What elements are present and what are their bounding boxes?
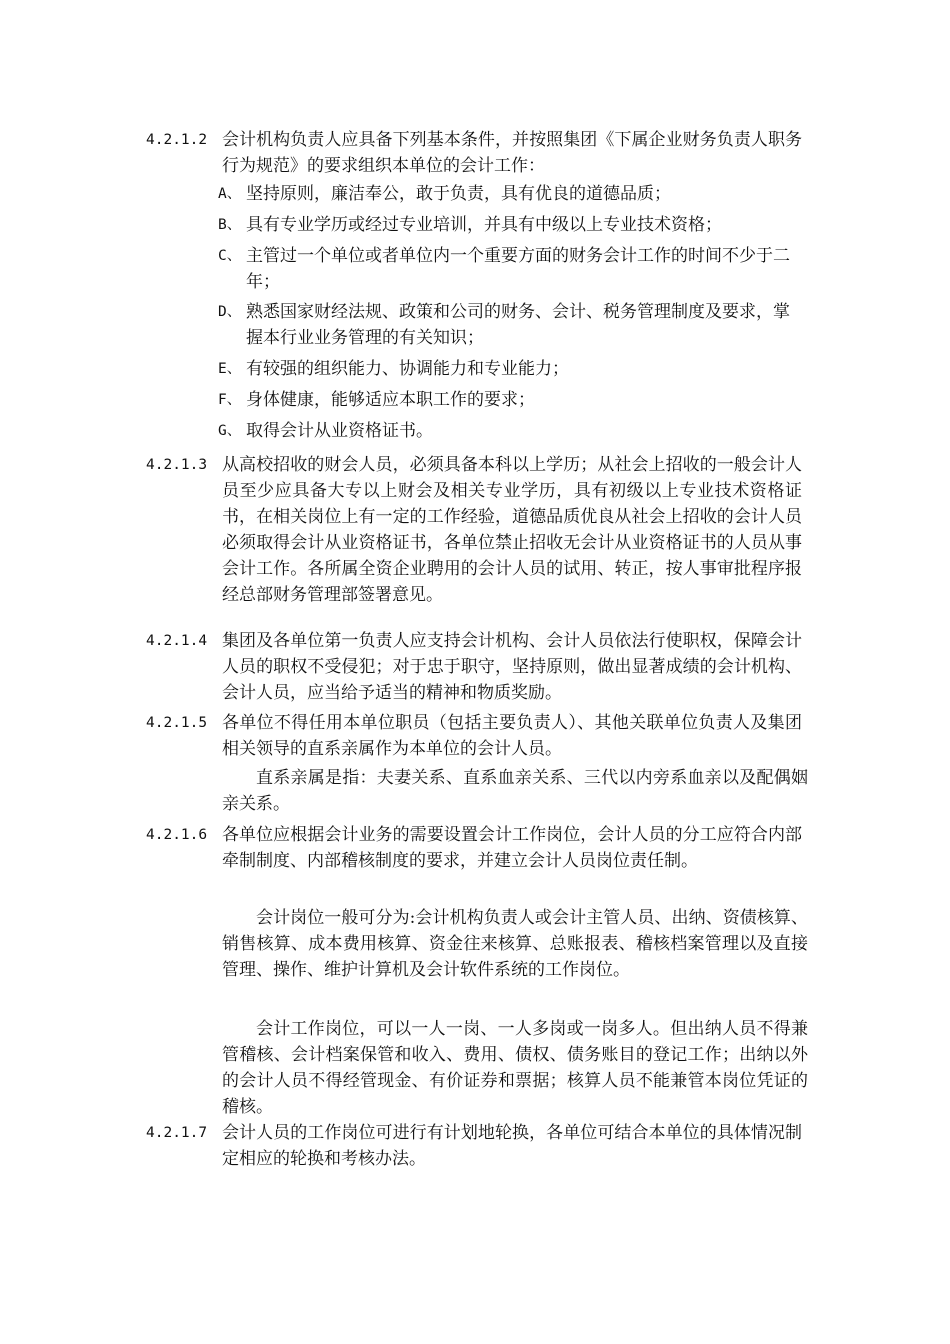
clause-number: 4.2.1.4 [146, 633, 208, 649]
clause-4-2-1-7 [146, 1120, 816, 1172]
clause-4-2-1-6 [146, 822, 816, 874]
condition-letter: B、 [218, 217, 242, 233]
clause-text: 各单位应根据会计业务的需要设置会计工作岗位，会计人员的分工应符合内部牵制制度、内部稽核制度的要求，并建立会计人员岗位责任制。 [222, 825, 802, 871]
clause-text: 各单位不得任用本单位职员（包括主要负责人）、其他关联单位负责人及集团相关领导的直系亲属作为本单位的会计人员。 [222, 713, 802, 759]
condition-item-a [218, 181, 808, 207]
clause-number: 4.2.1.3 [146, 457, 208, 473]
clause-number: 4.2.1.5 [146, 715, 208, 731]
condition-letter: D、 [218, 304, 242, 320]
condition-text: 取得会计从业资格证书。 [246, 421, 433, 441]
condition-item-g [218, 418, 808, 444]
condition-item-b [218, 212, 808, 238]
clause-number: 4.2.1.6 [146, 827, 208, 843]
clause-text: 会计机构负责人应具备下列基本条件，并按照集团《下属企业财务负责人职务行为规范》的要求组织本单位的会计工作： [222, 130, 802, 176]
rotation-paragraph: 会计工作岗位，可以一人一岗、一人多岗或一岗多人。但出纳人员不得兼管稽核、会计档案保管和收入、费用、债权、债务账目的登记工作；出纳以外的会计人员不得经管现金、有价证券和票据；核算人员不能兼管本岗位凭证的稽核。 [222, 1019, 808, 1117]
condition-text: 熟悉国家财经法规、政策和公司的财务、会计、税务管理制度及要求，掌握本行业业务管理的有关知识； [246, 302, 790, 348]
condition-letter: C、 [218, 248, 242, 264]
clause-text: 从高校招收的财会人员，必须具备本科以上学历；从社会上招收的一般会计人员至少应具备大专以上财会及相关专业学历，具有初级以上专业技术资格证书，在相关岗位上有一定的工作经验，道德品质优良从社会上招收的会计人员必须取得会计从业资格证书，各单位禁止招收无会计从业资格证书的人员从事会计工作。各所属全资企业聘用的会计人员的试用、转正，按人事审批程序报经总部财务管理部签署意见。 [222, 455, 802, 605]
clause-4-2-1-4 [146, 628, 816, 706]
condition-text: 具有专业学历或经过专业培训，并具有中级以上专业技术资格； [246, 215, 722, 235]
condition-text: 有较强的组织能力、协调能力和专业能力； [246, 359, 569, 379]
relatives-definition: 直系亲属是指：夫妻关系、直系血亲关系、三代以内旁系血亲以及配偶姻亲关系。 [222, 768, 808, 814]
condition-text: 主管过一个单位或者单位内一个重要方面的财务会计工作的时间不少于二年； [246, 246, 790, 292]
condition-item-f [218, 387, 808, 413]
condition-text: 坚持原则，廉洁奉公，敢于负责，具有优良的道德品质； [246, 184, 671, 204]
clause-4-2-1-5 [146, 710, 816, 762]
condition-item-c [218, 243, 808, 295]
clause-number: 4.2.1.7 [146, 1125, 208, 1141]
clause-4-2-1-3 [146, 452, 816, 608]
condition-item-d [218, 299, 808, 351]
clause-text: 会计人员的工作岗位可进行有计划地轮换，各单位可结合本单位的具体情况制定相应的轮换和考核办法。 [222, 1123, 802, 1169]
condition-letter: A、 [218, 186, 242, 202]
clause-number: 4.2.1.2 [146, 132, 208, 148]
condition-letter: E、 [218, 361, 242, 377]
condition-letter: G、 [218, 423, 242, 439]
condition-text: 身体健康，能够适应本职工作的要求； [246, 390, 535, 410]
clause-4-2-1-2 [146, 127, 816, 179]
condition-item-e [218, 356, 808, 382]
condition-letter: F、 [218, 392, 242, 408]
positions-paragraph: 会计岗位一般可分为:会计机构负责人或会计主管人员、出纳、资债核算、销售核算、成本费用核算、资金往来核算、总账报表、稽核档案管理以及直接管理、操作、维护计算机及会计软件系统的工作岗位。 [222, 908, 808, 980]
clause-text: 集团及各单位第一负责人应支持会计机构、会计人员依法行使职权，保障会计人员的职权不受侵犯；对于忠于职守，坚持原则，做出显著成绩的会计机构、会计人员，应当给予适当的精神和物质奖励。 [222, 631, 802, 703]
